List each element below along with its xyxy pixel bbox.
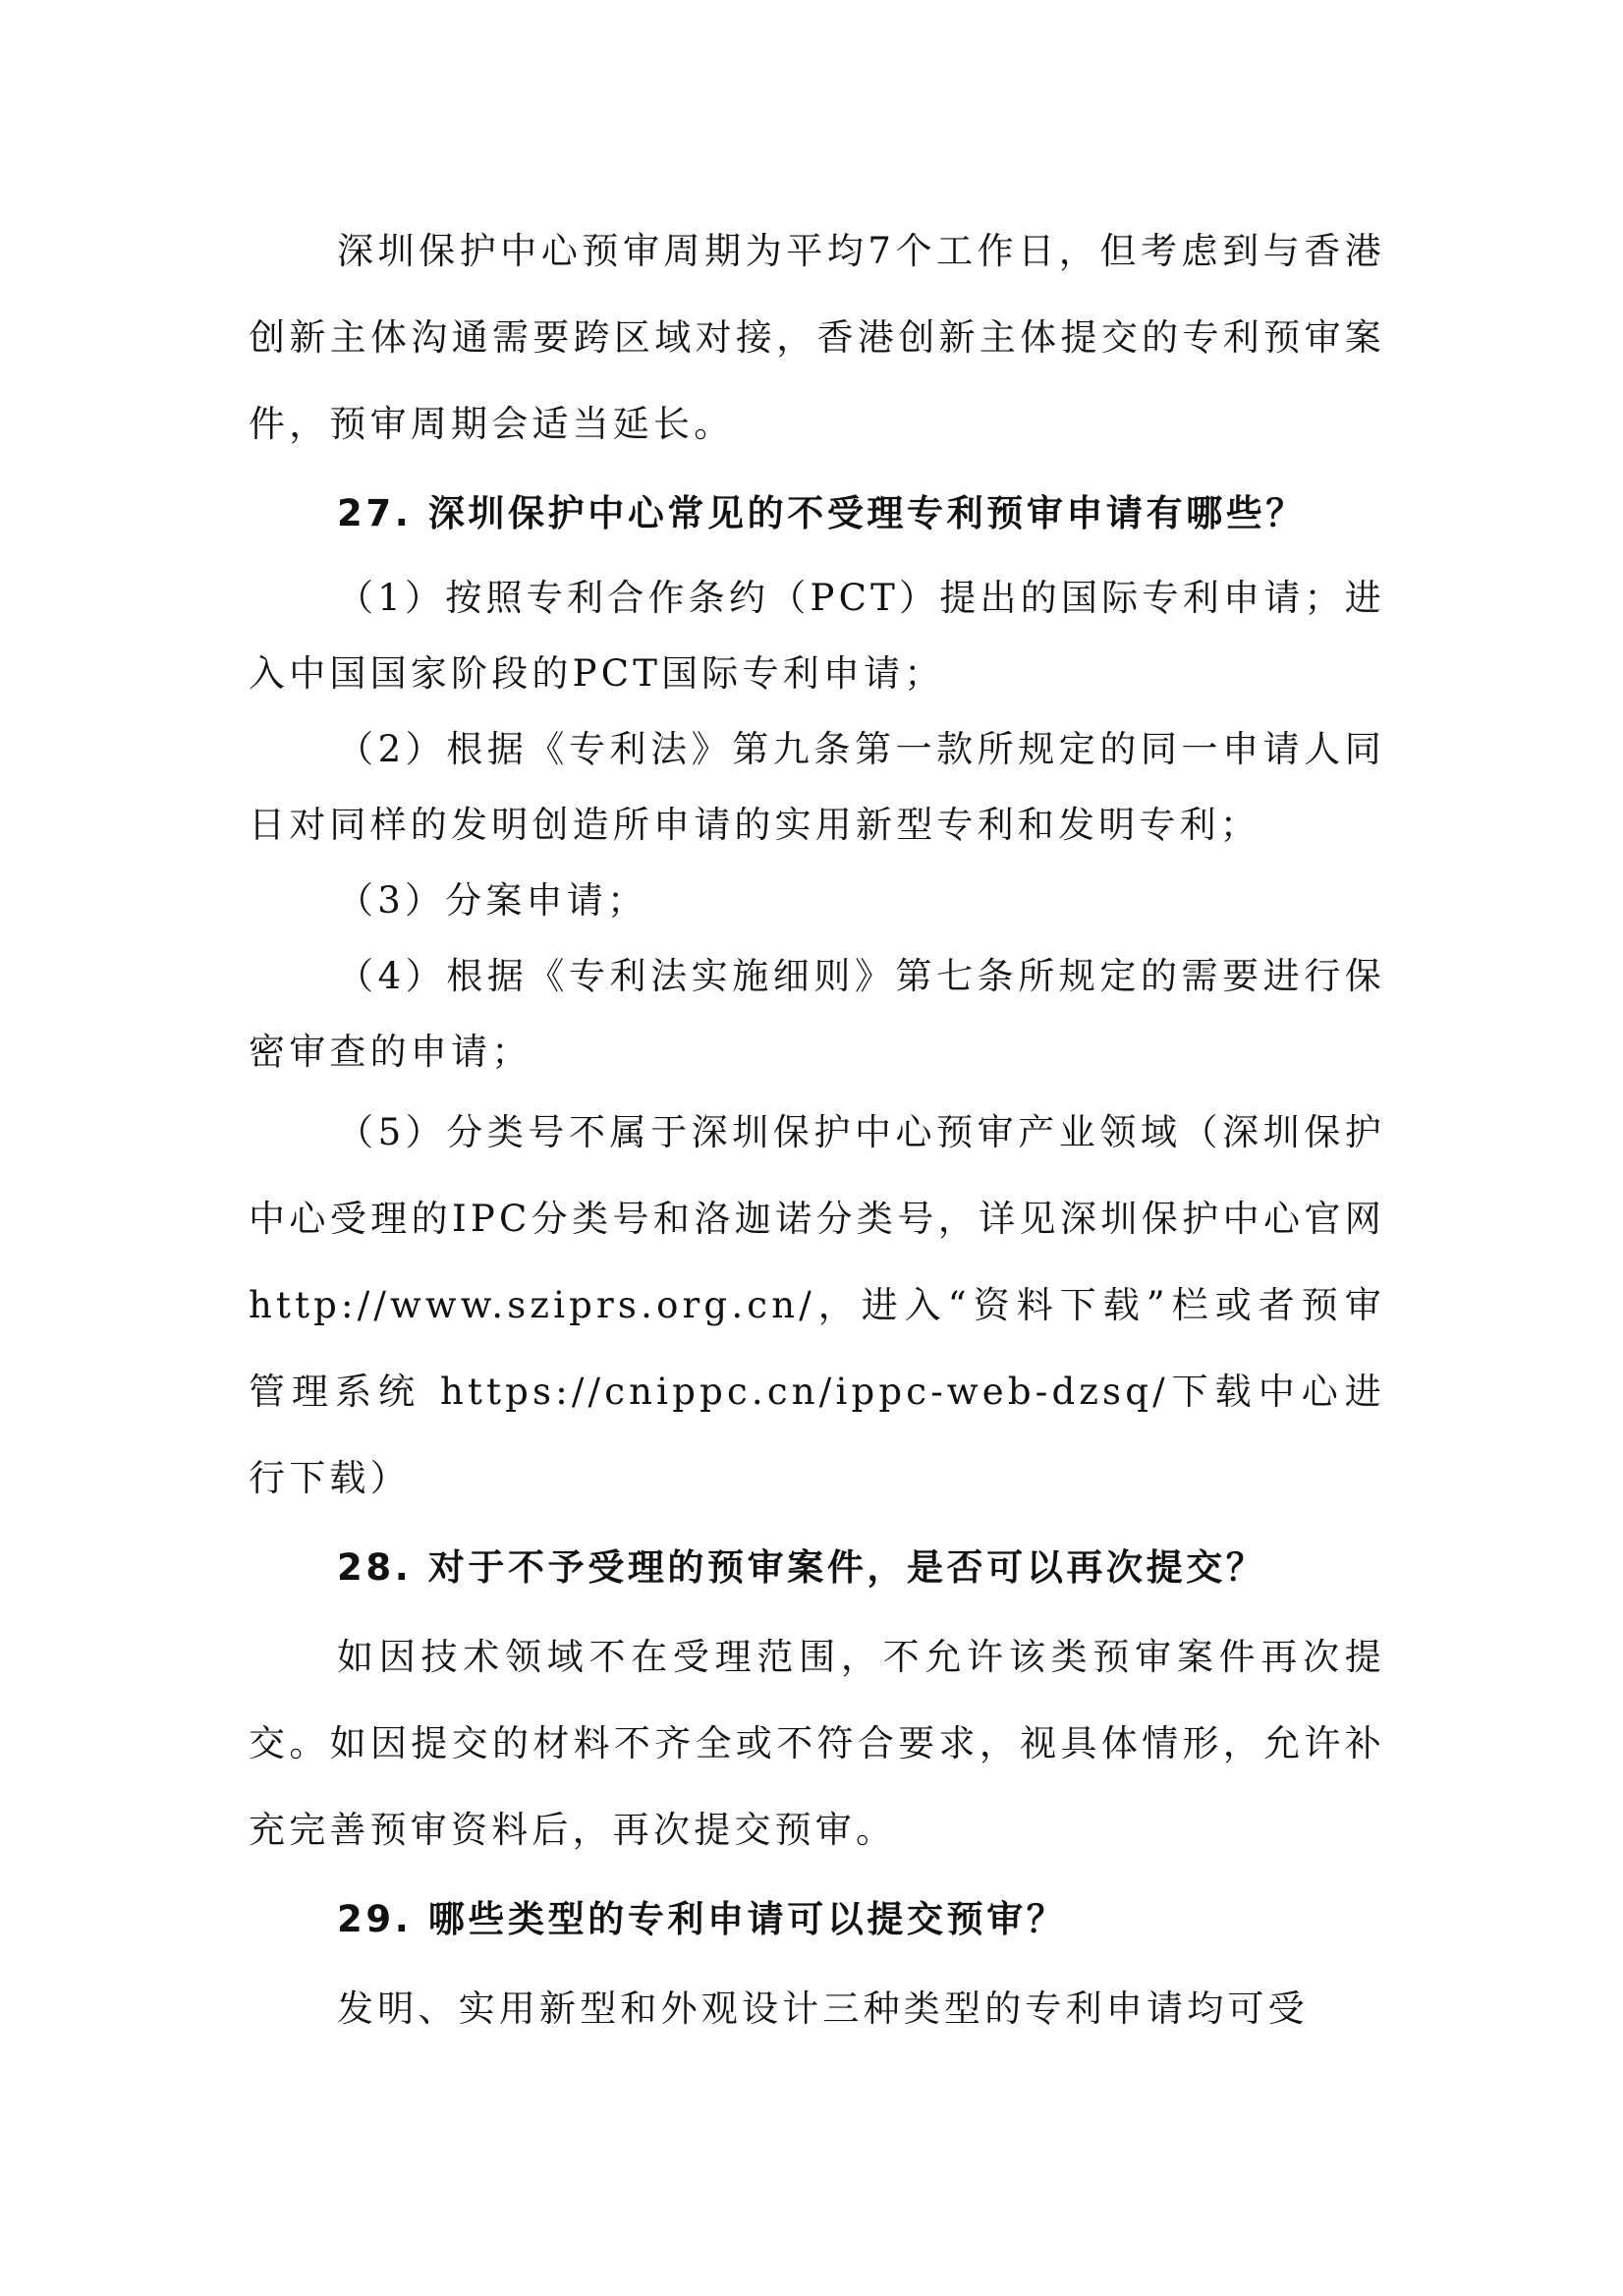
q27-item-5: （5）分类号不属于深圳保护中心预审产业领域（深圳保护中心受理的IPC分类号和洛迦诺分类号，详见深圳保护中心官网http://www.sziprs.org.cn/，进入“资料下载”栏或者预审管理系统 https://cnippc.cn/ippc-web-dzsq/下载中心进行下载）: [249, 1111, 1385, 1499]
q27-item-3: （3）分案申请；: [337, 879, 648, 922]
document-page: [249, 208, 1385, 2052]
intro-paragraph: 深圳保护中心预审周期为平均7个工作日，但考虑到与香港创新主体沟通需要跨区域对接，香港创新主体提交的专利预审案件，预审周期会适当延长。: [249, 230, 1385, 445]
question-29-heading: 29. 哪些类型的专利申请可以提交预审？: [337, 1898, 1067, 1940]
q27-item-4: （4）根据《专利法实施细则》第七条所规定的需要进行保密审查的申请；: [249, 955, 1385, 1073]
q27-item-2: （2）根据《专利法》第九条第一款所规定的同一申请人同日对同样的发明创造所申请的实用新型专利和发明专利；: [249, 728, 1385, 846]
q29-answer: 发明、实用新型和外观设计三种类型的专利申请均可受: [337, 1988, 1309, 2030]
q28-answer: 如因技术领域不在受理范围，不允许该类预审案件再次提交。如因提交的材料不齐全或不符合要求，视具体情形，允许补充完善预审资料后，再次提交预审。: [249, 1636, 1385, 1851]
q27-item-1: （1）按照专利合作条约（PCT）提出的国际专利申请；进入中国国家阶段的PCT国际专利申请；: [249, 577, 1385, 695]
question-27-heading: 27. 深圳保护中心常见的不受理专利预审申请有哪些？: [337, 492, 1307, 534]
question-28-heading: 28. 对于不予受理的预审案件，是否可以再次提交？: [337, 1546, 1266, 1589]
